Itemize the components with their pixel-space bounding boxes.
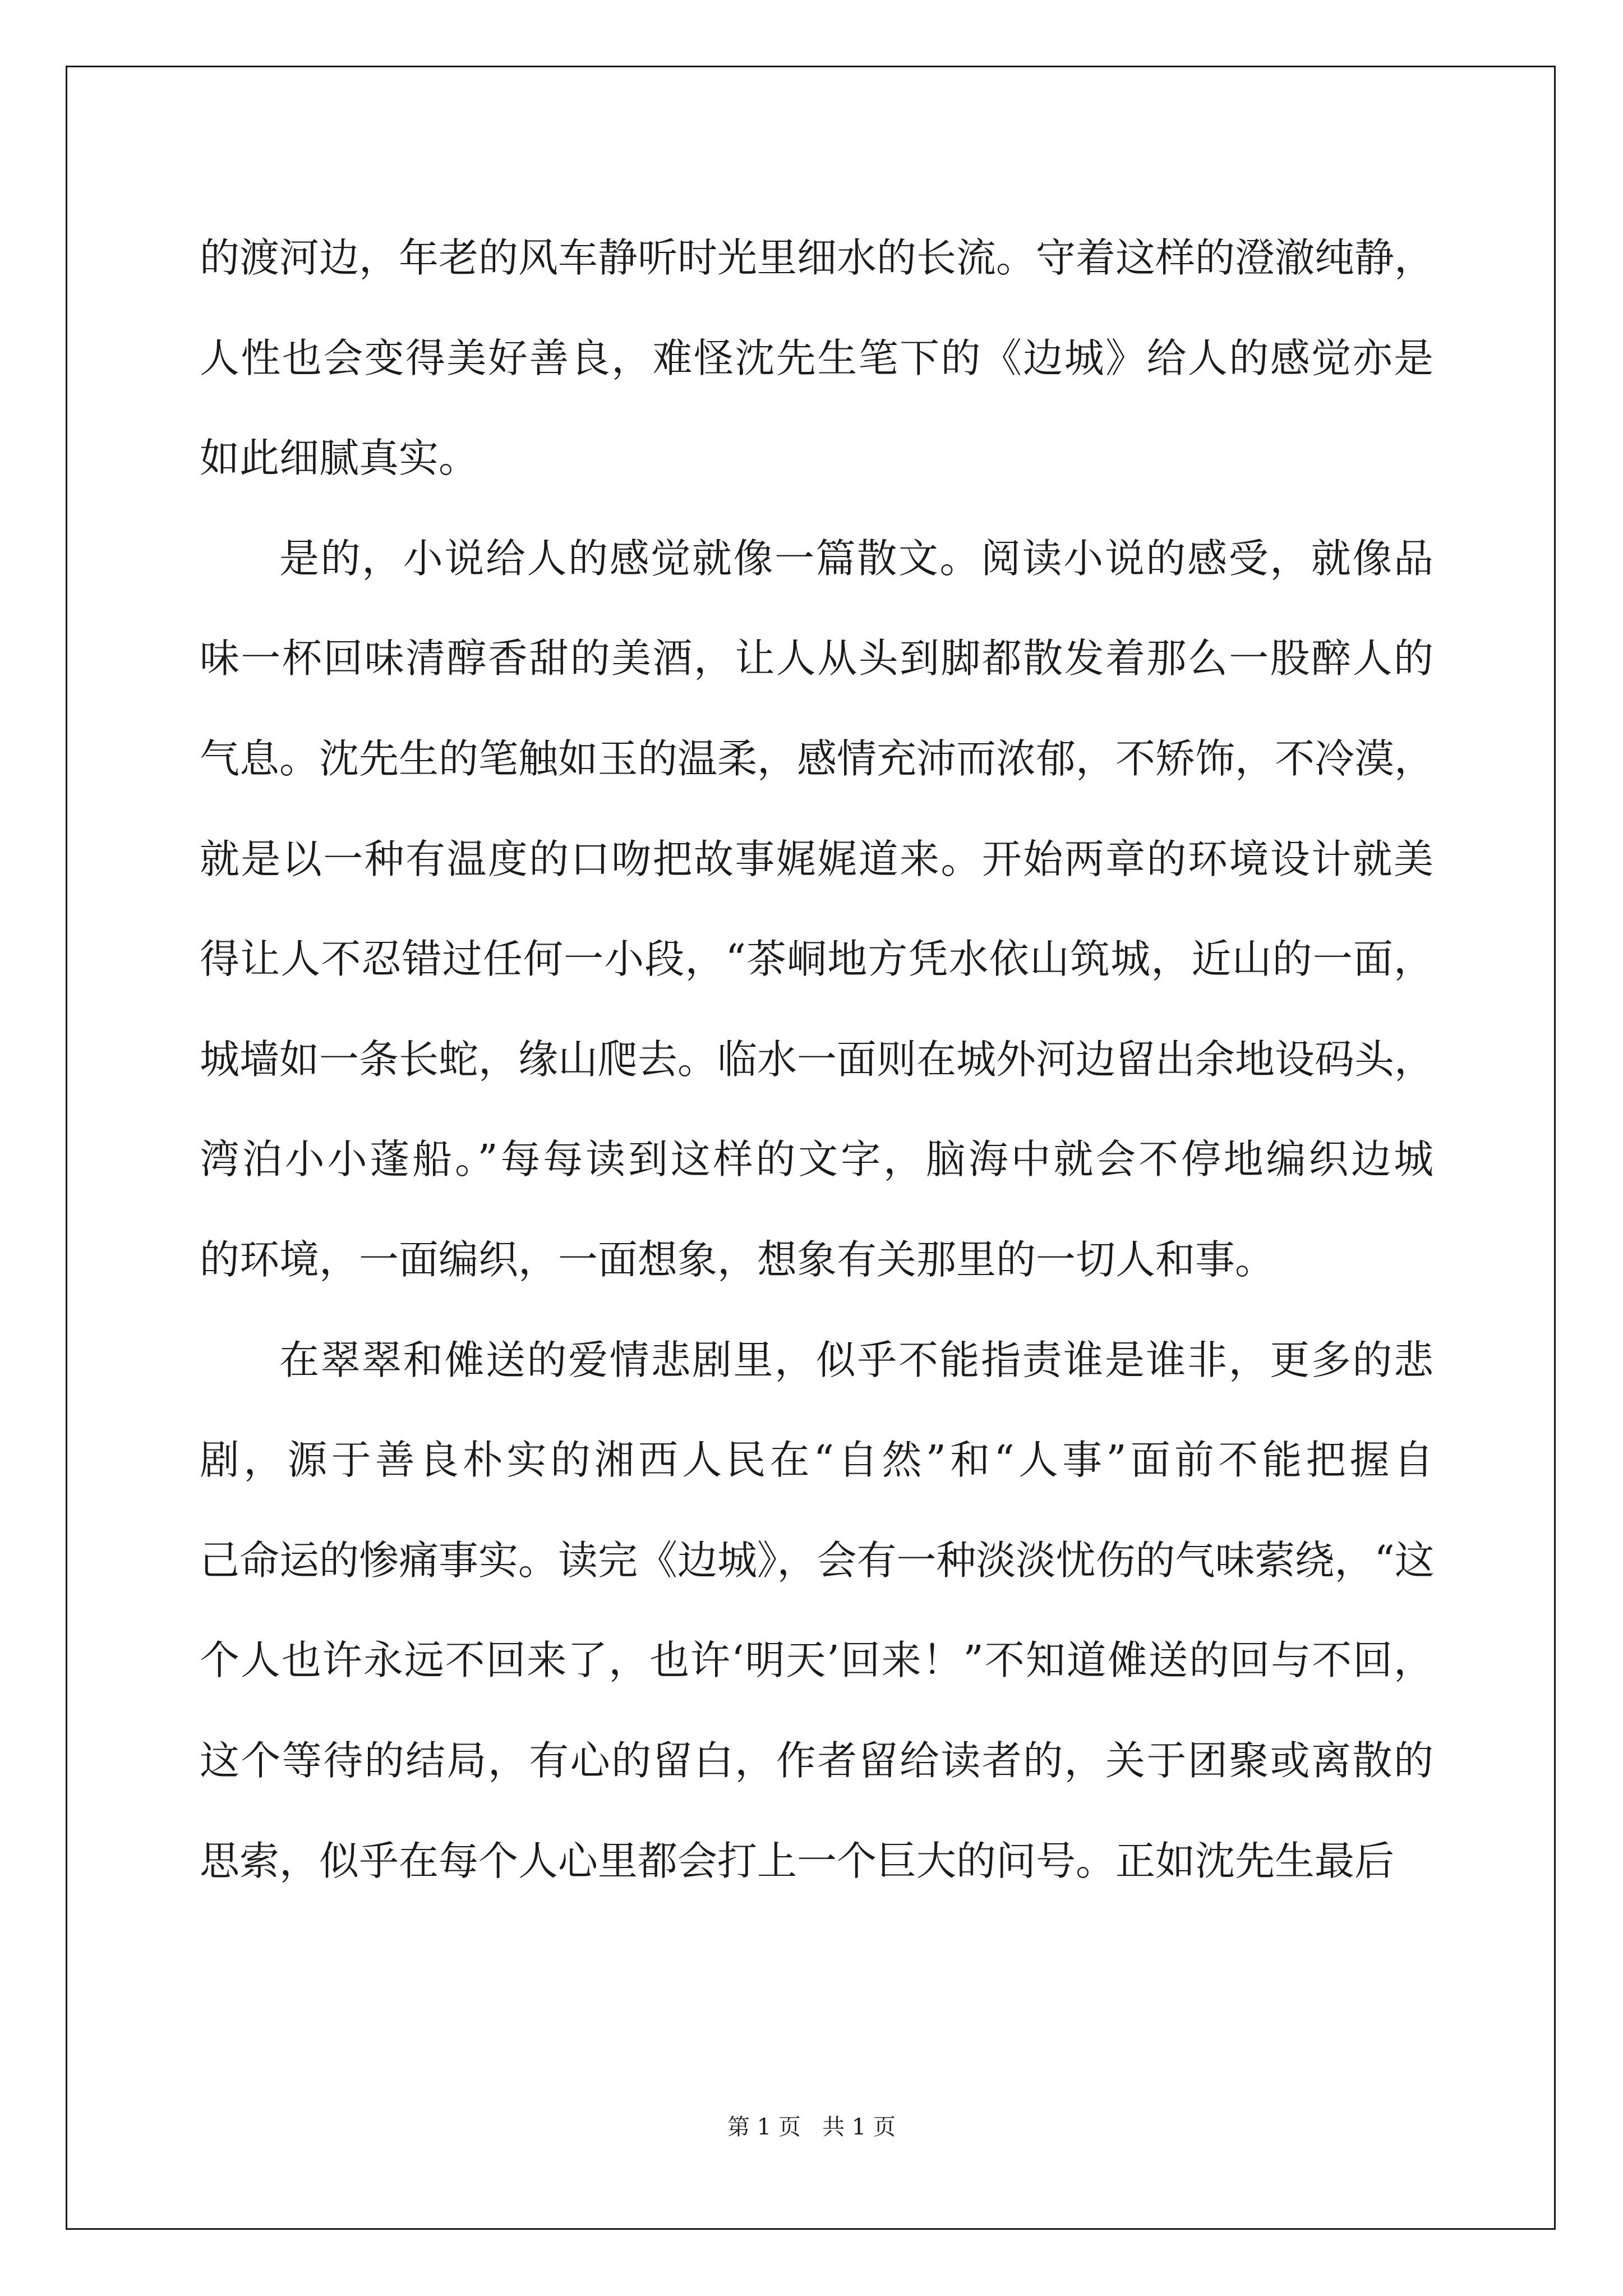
page-number-footer: 第 1 页 共 1 页 [727, 2114, 896, 2140]
text-line: 是的，小说给人的感觉就像一篇散文。阅读小说的感受，就像品 [279, 535, 1433, 582]
text-line: 湾泊小小蓬船。”每每读到这样的文字，脑海中就会不停地编织边城 [200, 1136, 1433, 1183]
text-line: 在翠翠和傩送的爱情悲剧里，似乎不能指责谁是谁非，更多的悲 [279, 1336, 1433, 1383]
text-line: 就是以一种有温度的口吻把故事娓娓道来。开始两章的环境设计就美 [200, 835, 1433, 882]
text-line: 人性也会变得美好善良，难怪沈先生笔下的《边城》给人的感觉亦是 [200, 334, 1433, 381]
text-line: 城墙如一条长蛇，缘山爬去。临水一面则在城外河边留出余地设码头， [200, 1036, 1435, 1083]
paragraph [200, 509, 1433, 1310]
text-line: 这个等待的结局，有心的留白，作者留给读者的，关于团聚或离散的 [200, 1737, 1433, 1784]
text-line: 味一杯回味清醇香甜的美酒，让人从头到脚都散发着那么一股醉人的 [200, 635, 1433, 682]
text-line: 剧，源于善良朴实的湘西人民在“自然”和“人事”面前不能把握自 [200, 1437, 1433, 1484]
text-line: 的渡河边，年老的风车静听时光里细水的长流。守着这样的澄澈纯静， [200, 234, 1435, 281]
document-body [200, 208, 1433, 1911]
text-line: 得让人不忍错过任何一小段，“茶峒地方凭水依山筑城，近山的一面， [200, 936, 1433, 983]
text-line: 气息。沈先生的笔触如玉的温柔，感情充沛而浓郁，不矫饰，不冷漠， [200, 735, 1435, 782]
text-line: 己命运的惨痛事实。读完《边城》，会有一种淡淡忧伤的气味萦绕，“这 [200, 1536, 1435, 1584]
text-line: 的环境，一面编织，一面想象，想象有关那里的一切人和事。 [200, 1236, 1275, 1283]
text-line: 如此细腻真实。 [200, 435, 479, 482]
text-line: 个人也许永远不回来了，也许‘明天’回来！”不知道傩送的回与不回， [200, 1637, 1433, 1684]
paragraph [200, 1310, 1433, 1912]
paragraph [200, 208, 1433, 509]
text-line: 思索，似乎在每个人心里都会打上一个巨大的问号。正如沈先生最后 [200, 1837, 1395, 1884]
